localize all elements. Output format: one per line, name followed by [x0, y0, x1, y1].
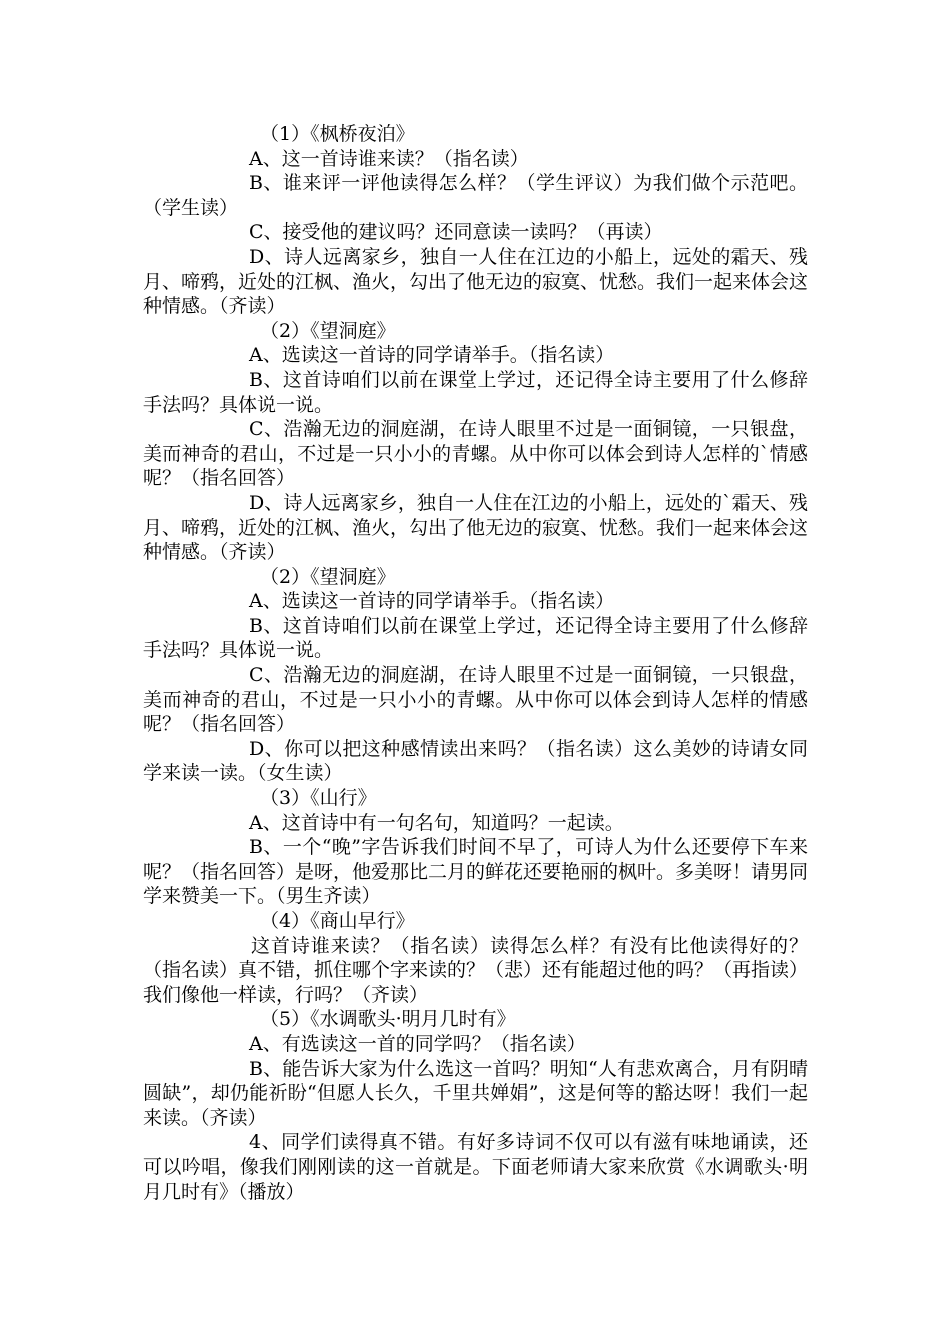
paragraph: 这首诗谁来读？（指名读）读得怎么样？有没有比他读得好的？（指名读）真不错，抓住哪个字来读的？（悲）还有能超过他的吗？（再指读）我们像他一样读，行吗？（齐读） [143, 934, 809, 1006]
paragraph: B、谁来评一评他读得怎么样？（学生评议）为我们做个示范吧。（学生读） [143, 172, 808, 219]
paragraph: A、选读这一首诗的同学请举手。（指名读） [249, 344, 615, 367]
paragraph: B、一个“晚”字告诉我们时间不早了，可诗人为什么还要停下车来呢？（指名回答）是呀，他爱那比二月的鲜花还要艳丽的枫叶。多美呀！请男同学来赞美一下。（男生齐读） [143, 836, 809, 908]
paragraph: A、选读这一首诗的同学请举手。（指名读） [249, 590, 615, 613]
paragraph: A、这首诗中有一句名句，知道吗？一起读。 [249, 811, 624, 834]
paragraph: B、能告诉大家为什么选这一首吗？明知“人有悲欢离合，月有阴晴圆缺”，却仍能祈盼“但愿人长久，千里共婵娟”，这是何等的豁达呀！我们一起来读。（齐读） [143, 1057, 808, 1129]
section-heading-2-repeat: （2）《望洞庭》 [260, 565, 396, 588]
paragraph: 4、同学们读得真不错。有好多诗词不仅可以有滋有味地诵读，还可以吟唱，像我们刚刚读的这一首就是。下面老师请大家来欣赏《水调歌头·明月几时有》（播放） [143, 1131, 808, 1203]
paragraph: C、接受他的建议吗？还同意读一读吗？（再读） [249, 221, 663, 244]
paragraph: B、这首诗咱们以前在课堂上学过，还记得全诗主要用了什么修辞手法吗？具体说一说。 [143, 614, 808, 662]
section-heading-4: （4）《商山早行》 [260, 910, 415, 932]
paragraph: A、有选读这一首的同学吗？（指名读） [249, 1032, 586, 1055]
section-heading-3: （3）《山行》 [260, 787, 377, 810]
section-heading-5: （5）《水调歌头·明月几时有》 [260, 1008, 516, 1031]
paragraph: C、浩瀚无边的洞庭湖，在诗人眼里不过是一面铜镜，一只银盘，美而神奇的君山，不过是一只小小的青螺。从中你可以体会到诗人怎样的情感呢？（指名回答） [143, 664, 808, 736]
paragraph: B、这首诗咱们以前在课堂上学过，还记得全诗主要用了什么修辞手法吗？具体说一说。 [143, 368, 808, 416]
paragraph: D、诗人远离家乡，独自一人住在江边的小船上，远处的`霜天、残月、啼鸦，近处的江枫、渔火，勾出了他无边的寂寞、忧愁。我们一起来体会这种情感。（齐读） [143, 491, 809, 564]
paragraph: A、这一首诗谁来读？（指名读） [249, 147, 529, 170]
section-heading-1: （1）《枫桥夜泊》 [260, 123, 415, 145]
paragraph: D、你可以把这种感情读出来吗？（指名读）这么美妙的诗请女同学来读一读。（女生读） [143, 737, 808, 785]
document-body [143, 122, 808, 1204]
paragraph: C、浩瀚无边的洞庭湖，在诗人眼里不过是一面铜镜，一只银盘，美而神奇的君山，不过是一只小小的青螺。从中你可以体会到诗人怎样的`情感呢？（指名回答） [143, 418, 808, 490]
paragraph: D、诗人远离家乡，独自一人住在江边的小船上，远处的霜天、残月、啼鸦，近处的江枫、渔火，勾出了他无边的寂寞、忧愁。我们一起来体会这种情感。（齐读） [143, 245, 809, 318]
section-heading-2: （2）《望洞庭》 [260, 319, 396, 342]
